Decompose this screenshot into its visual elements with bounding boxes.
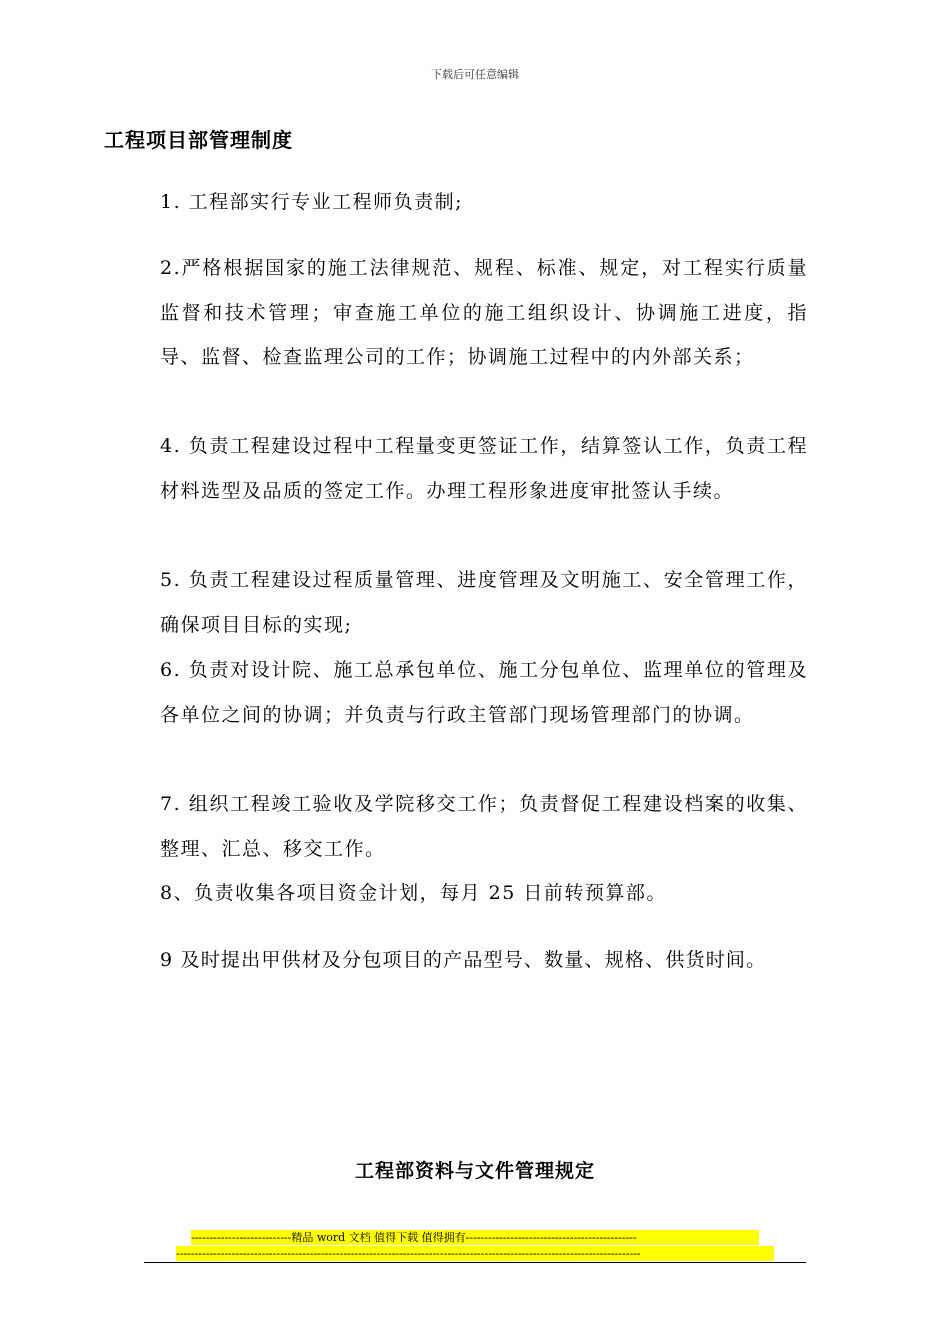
list-item-5: 5. 负责工程建设过程质量管理、进度管理及文明施工、安全管理工作，确保项目目标的实现; [160, 569, 808, 636]
list-item-6: 6. 负责对设计院、施工总承包单位、施工分包单位、监理单位的管理及各单位之间的协调；并负责与行政主管部门现场管理部门的协调。 [160, 659, 808, 726]
list-item-4: 4. 负责工程建设过程中工程量变更签证工作，结算签认工作，负责工程材料选型及品质的签定工作。办理工程形象进度审批签认手续。 [160, 435, 808, 502]
list-item-1: 1. 工程部实行专业工程师负责制; [160, 191, 464, 213]
header-note: 下载后可任意编辑 [431, 68, 519, 81]
document-title: 工程项目部管理制度 [104, 128, 293, 152]
footer-banner-line-2: ----------------------------------------------------------------------------------------------------------------------------- [176, 1246, 774, 1261]
list-item-8: 8、负责收集各项目资金计划，每月 25 日前转预算部。 [160, 882, 667, 904]
list-item-2: 2.严格根据国家的施工法律规范、规程、标准、规定，对工程实行质量监督和技术管理；审查施工单位的施工组织设计、协调施工进度，指导、监督、检查监理公司的工作；协调施工过程中的内外部关系； [160, 257, 808, 368]
list-item-7: 7. 组织工程竣工验收及学院移交工作；负责督促工程建设档案的收集、整理、汇总、移交工作。 [160, 793, 808, 860]
footer-banner-line-1: ---------------------------精品 word 文档 值得下载 值得拥有---------------------------------------------- [191, 1230, 759, 1245]
footer-divider [144, 1262, 806, 1263]
section-title: 工程部资料与文件管理规定 [354, 1160, 595, 1182]
list-item-9: 9 及时提出甲供材及分包项目的产品型号、数量、规格、供货时间。 [160, 949, 767, 971]
